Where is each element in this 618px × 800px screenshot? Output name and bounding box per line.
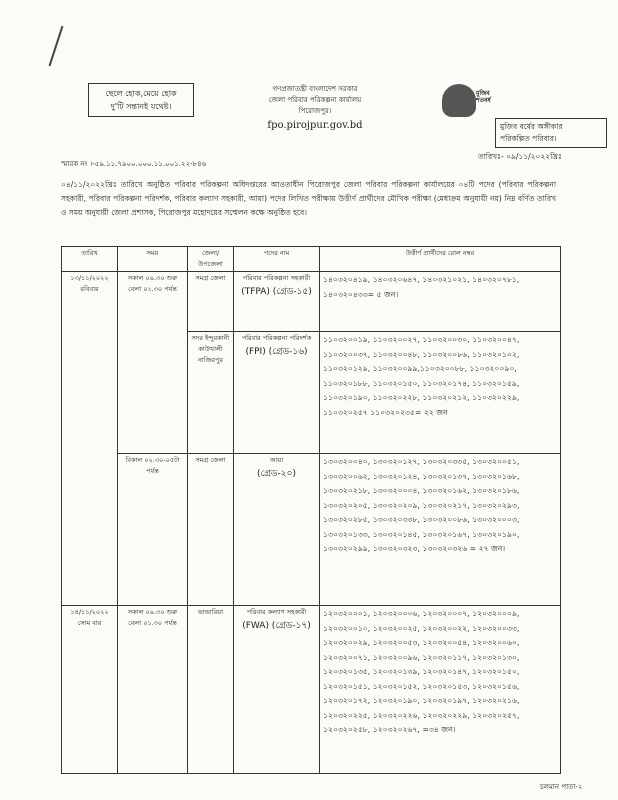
mujib-borsho-logo (440, 84, 500, 118)
logo-text (476, 90, 491, 104)
post-code: (FWA) (গ্রেড-১৭) (242, 621, 311, 631)
col-header-rolls: উত্তীর্ণ প্রার্থীদের রোল নম্বর (320, 247, 561, 272)
cell-post (234, 606, 320, 774)
continued-page-note: চলমান পাতা-২ (540, 783, 583, 791)
col-header-post: পদের নাম (234, 247, 320, 272)
header-district: পিরোজপুর। (298, 107, 332, 115)
col-header-place: জেলা/ উপজেলা (188, 247, 234, 272)
cell-rolls: ১১০৩২০০১৯, ১১০৩২০০২৭, ১১০৩২০০৩০, ১১০৩২০০৪৭, ১১০৩২০০৩৭, ১১০৩২০০৪৮, ১১০৩২০০৮৬, ১১০৩২০১০২, ১১০৩২০১২৯, ১১০৩২০০৯৯,১১০৩২০০৮৮, ১১০৩২০০৯০, ১১০৩২০১৮৮, ১১০৩২০১৫০, ১১০৩২০১৭৪, ১১০৩২০১৫৯, ১১০৩২০১৯০, ১১০৩২০২২৮, ১১০৩২০২১২, ১১০৩২০২২৯, ১১০৩২০২৫৭ ১১০৩২০২৩৫= ২২ জন (320, 332, 561, 454)
post-code: (গ্রেড-২০) (257, 469, 296, 479)
notice-body: ০৪/১১/২০২২খ্রিঃ তারিখে অনুষ্ঠিত পরিবার পরিকল্পনা অধিদপ্তরের আওতাধীন পিরোজপুর জেলা পরিবার পরিকল্পনা কার্যালয়ের ০৪টি পদের (পরিবার পরিকল্পনা সহকারী, পরিবার পরিকল্পনা পরিদর্শক, পরিবার কল্যাণ সহকারী, আয়া) পদের লিখিত পরীক্ষায় উত্তীর্ণ প্রার্থীদের মৌখিক পরীক্ষা (মেধাক্রম অনুযায়ী নয়) নিম্ন বর্ণিত তারিখ ও সময় অনুযায়ী জেলা প্রশাসক, পিরোজপুর মহোদয়ের সম্মেলন কক্ষে অনুষ্ঠিত হবে। (61, 180, 556, 217)
interview-schedule-table (61, 246, 561, 774)
post-code: (TFPA) (গ্রেড-১৫) (241, 287, 312, 297)
slogan-right-line-2: পরিকল্পিত পরিবার। (500, 134, 557, 143)
portrait-icon (442, 84, 476, 117)
post-name: পরিবার কল্যাণ সহকারী (246, 608, 307, 616)
cell-time: সকাল ০৯.৩০ শুরু বেলা ০১.৩০ পর্যন্ত (118, 272, 188, 454)
cell-place: সমগ্র জেলা (188, 454, 234, 606)
pen-stroke-mark (49, 26, 64, 67)
col-header-date: তারিখ (62, 247, 118, 272)
table-row (62, 454, 561, 606)
header-office: জেলা পরিবার পরিকল্পনা কার্যালয় (268, 96, 362, 104)
memo-number: স্মারক নং ।-৫৯.১১.৭৯০০.০০০.১১.০০১.২২-৮৪৬ (61, 160, 207, 168)
post-code: (FPI) (গ্রেড-১৬) (245, 347, 308, 357)
cell-rolls: ১৪০৩২০৪১৯, ১৪০৩২০৬৪৭, ১৪০৩২১০২১, ১৪০৩২০৭৮১, ১৪০৩২০৪৩৩= ৫ জন। (320, 272, 561, 332)
logo-text-line-2: শতবর্ষ (476, 97, 491, 104)
cell-place: সদর ইন্দুরকানী কাউখালী নাজিরপুর (188, 332, 234, 454)
table-row (62, 272, 561, 332)
col-header-time: সময় (118, 247, 188, 272)
cell-time: বিকাল ০২.৩০-০৫টা পর্যন্ত (118, 454, 188, 606)
table-header-row (62, 247, 561, 272)
slogan-box-right (495, 118, 607, 148)
cell-rolls: ১২০৩২০০০১, ১২০৩২০০০৬, ১২০৩২০০০৭, ১২০৩২০০০৯, ১২০৩২০০১০, ১২০৩২০০২৫, ১২০৩২০০২২, ১২০৩২০০৩৩, ১২০৩২০০২৯, ১২০৩২০০৫৩, ১২০৩২০০৫৪, ১২০৩২০০৬০, ১২০৩২০০৭১, ১২০৩২০০৯৬, ১২০৩২০১১৭, ১২০৩২০১৩০, ১২০৩২০১৩৫, ১২০৩২০১৩৯, ১২০৩২০১৪৭, ১২০৩২০১৫০, ১২০৩২০১৫১, ১২০৩২০১৫২, ১২০৩২০১৫৩, ১২০৩২০১৫৬, ১২০৩২০১৭২, ১২০৩২০১৯০, ১২০৩২০১৯৭, ১২০৩২০২১৬, ১২০৩২০২২৫, ১২০৩২০২২৬, ১২০৩২০২২৯, ১২০৩২০২৫৭, ১২০৩২০২৫৮, ১২০৩২০২৬৭, =৩৪ জন। (320, 606, 561, 774)
cell-place: ভান্ডারিয়া (188, 606, 234, 774)
slogan-right-line-1: মুজিব বর্ষের অঙ্গীকার (500, 122, 563, 131)
header-website: fpo.pirojpur.gov.bd (267, 120, 363, 131)
cell-time: সকাল ০৯.৩০ শুরু বেলা ০১.৩০ পর্যন্ত (118, 606, 188, 774)
post-name: পরিবার পরিকল্পনা পরিদর্শক (241, 334, 312, 342)
cell-post (234, 272, 320, 332)
cell-date: ১৪/১১/২০২২ সোম বার (62, 606, 118, 774)
issue-date: তারিখঃ- ০৯/১১/২০২২খ্রিঃ (478, 152, 562, 161)
office-header (240, 84, 390, 131)
post-name: পরিবার পরিকল্পনা সহকারী (242, 274, 311, 282)
post-name: আয়া (269, 456, 284, 464)
slogan-left-line-2: দু'টি সন্তানই যথেষ্ট। (110, 102, 172, 111)
cell-rolls: ১৩০৩২০০৪০, ১৩০৩২০১২৭, ১৩০৩২০৩৩৫, ১৩০৩২০০৫১, ১৩০৩২০০৬২, ১৩০৩২০১২৪, ১৩০৩২০১৩৭, ১৩০৩২০১৬৮, ১৩০৩২০২১৮, ১৩০৩২০০০৪, ১৩০৩২০১৬২, ১৩০৩২০১৮৬, ১৩০৩২০২০৫, ১৩০৩২০২০৯, ১৩০৩২০২১৭, ১৩০৩২০২৯৩, ১৩০৩২০২৮৫, ১৩০৩২০৩৩৮, ১৩০৩২০০৮৬, ১৩০৩২০০০৩, ১৩০৩২০১৩৩, ১৩০৩২০১৪৫, ১৩০৩২০১৬৭, ১৩০৩২০১৯০, ১৩০৩২০২৯৯, ১৩০৩২০৩২৩, ১৩০৩২০৩২৬ = ২৭ জন। (320, 454, 561, 606)
slogan-left-line-1: ছেলে হোক,মেয়ে হোক (105, 89, 177, 98)
header-govt: গণপ্রজাতন্ত্রী বাংলাদেশ সরকার (272, 85, 358, 93)
cell-date: ১৩/১১/২০২২ রবিবার (62, 272, 118, 606)
cell-post (234, 454, 320, 606)
cell-place: সমগ্র জেলা (188, 272, 234, 332)
slogan-box-left (88, 83, 194, 117)
table-row (62, 606, 561, 774)
cell-post (234, 332, 320, 454)
logo-text-line-1: মুজিব (476, 90, 490, 97)
